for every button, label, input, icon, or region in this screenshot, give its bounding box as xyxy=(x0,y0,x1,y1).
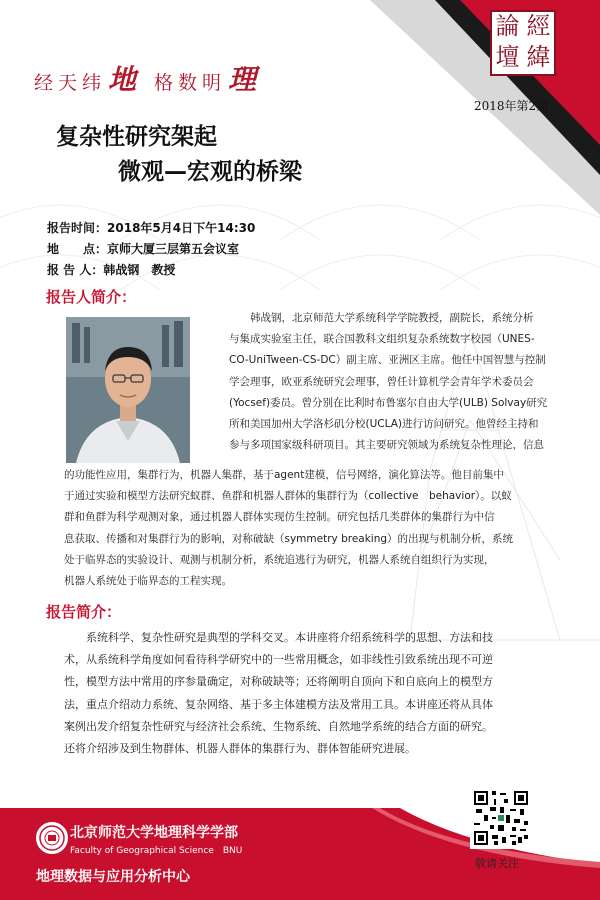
slogan-part: 理 xyxy=(228,63,257,96)
abstract-line: 系统科学、复杂性研究是典型的学科交叉。本讲座将介绍系统科学的思想、方法和技 xyxy=(64,631,493,644)
bio-line: 所和美国加州大学洛杉矶分校(UCLA)进行访问研究。他曾经主持和 xyxy=(229,418,539,431)
bio-line: 参与多项国家级科研项目。其主要研究领域为系统复杂性理论，信息 xyxy=(229,439,544,452)
qr-code-icon[interactable] xyxy=(470,787,532,849)
speaker-bio-wrapped xyxy=(229,308,547,456)
abstract-line: 性，模型方法中常用的序参量确定，对称破缺等；还将阐明自顶向下和自底向上的模型方 xyxy=(64,675,493,689)
seal-char: 壇 xyxy=(495,43,520,71)
bio-line: 机器人系统处于临界态的工程实现。 xyxy=(64,575,232,588)
meta-value: 2018年5月4日下午14:30 xyxy=(107,221,256,235)
meta-value: 韩战钢 教授 xyxy=(103,263,176,277)
meta-value: 京师大厦三层第五会议室 xyxy=(107,242,240,256)
bio-line: 韩战钢，北京师范大学系统科学学院教授，副院长，系统分析 xyxy=(229,312,534,324)
university-name: 北京师范大学地理科学学部 xyxy=(70,825,238,841)
talk-title-line-1: 复杂性研究架起 xyxy=(56,124,217,150)
meta-label: 地 点： xyxy=(47,242,108,256)
forum-seal xyxy=(490,10,556,76)
speaker-bio-continued xyxy=(64,465,513,592)
slogan-part: 经天纬 xyxy=(34,72,107,94)
bio-line: (Yocsef)委员。曾分别在比利时布鲁塞尔自由大学(ULB) Solvay研究 xyxy=(229,396,548,409)
meta-label: 报告时间： xyxy=(47,221,108,235)
seal-char: 經 xyxy=(526,12,551,40)
slogan-part: 格数明 xyxy=(154,72,227,94)
abstract-line: 法，重点介绍动力系统、复杂网络、基于多主体建模方法及常用工具。本讲座还将从具体 xyxy=(64,697,493,711)
issue-number: 2018年第2期 xyxy=(474,99,549,113)
faculty-english: Faculty of Geographical Science BNU xyxy=(70,846,243,856)
bio-line: 息获取、传播和对集群行为的影响，对称破缺（symmetry breaking）的出现与机制分析，系统 xyxy=(64,532,514,545)
abstract-line: 还将介绍涉及到生物群体、机器人群体的集群行为、群体智能研究进展。 xyxy=(64,742,416,756)
meta-label: 报 告 人： xyxy=(47,263,104,277)
abstract-line: 术，从系统科学角度如何看待科学研究中的一些常用概念，如非线性引致系统出现不可逆 xyxy=(64,653,493,667)
seal-char: 緯 xyxy=(526,43,551,71)
bio-line: 与集成实验室主任，联合国教科文组织复杂系统数字校园（UNES- xyxy=(229,333,535,346)
seal-char: 論 xyxy=(495,12,520,40)
follow-caption: 敬请关注 xyxy=(475,857,519,870)
slogan-part: 地 xyxy=(108,63,137,96)
bio-line: 于通过实验和模型方法研究蚁群、鱼群和机器人群体的集群行为（collective behavior）。以蚁 xyxy=(64,490,512,503)
talk-place xyxy=(47,240,239,257)
speaker-photo xyxy=(66,317,190,463)
talk-time xyxy=(47,219,255,236)
bio-line: CO-UniTween-CS-DC）副主席、亚洲区主席。他任中国智慧与控制 xyxy=(229,354,546,367)
center-name: 地理数据与应用分析中心 xyxy=(36,869,190,885)
talk-abstract-heading: 报告简介： xyxy=(46,603,122,621)
bio-line: 学会理事，欧亚系统研究会理事，曾任计算机学会青年学术委员会 xyxy=(229,375,534,388)
university-logo-icon xyxy=(36,822,68,854)
abstract-line: 案例出发介绍复杂性研究与经济社会系统、生物系统、自然地学系统的结合方面的研究。 xyxy=(64,719,493,733)
bio-line: 群和鱼群为科学观测对象，通过机器人群体实现仿生控制。研究包括几类群体的集群行为中信 xyxy=(64,511,495,524)
talk-title-line-2: 微观—宏观的桥梁 xyxy=(118,159,302,185)
bio-line: 的功能性应用，集群行为，机器人集群，基于agent建模，信号网络，演化算法等。他目前集中 xyxy=(64,469,504,481)
bio-line: 处于临界态的实验设计、观测与机制分析，系统追逃行为研究，机器人系统自组织行为实现， xyxy=(64,553,495,566)
talk-speaker xyxy=(47,261,175,278)
slogan xyxy=(34,58,274,98)
talk-abstract xyxy=(64,627,493,760)
speaker-bio-heading: 报告人简介： xyxy=(46,288,137,306)
